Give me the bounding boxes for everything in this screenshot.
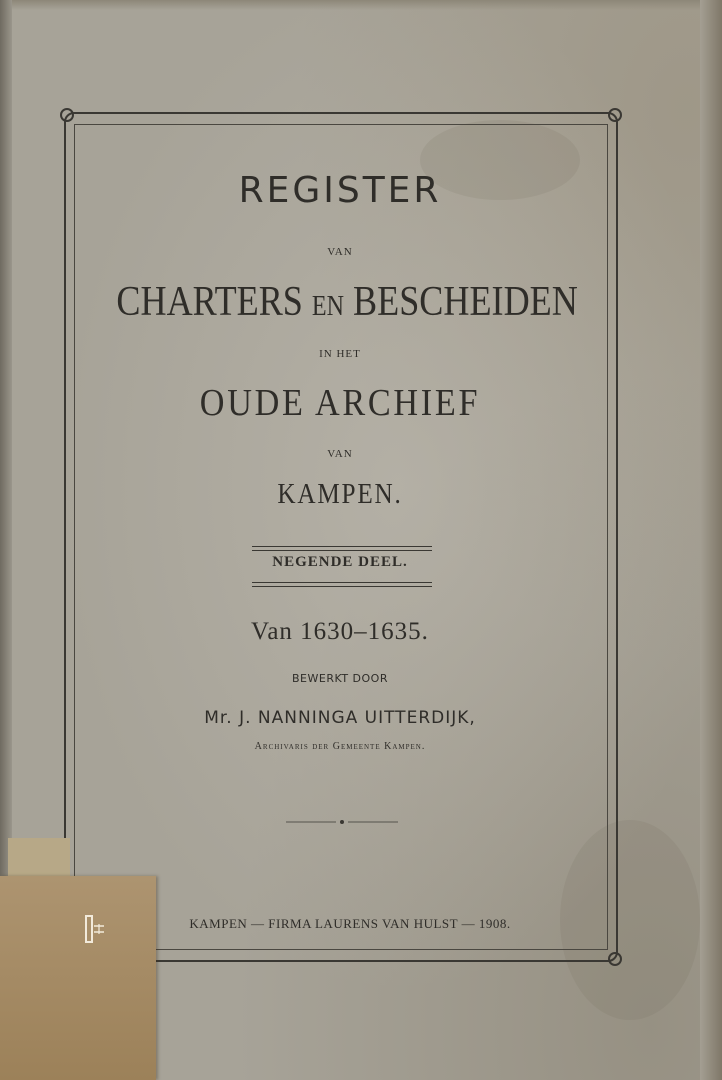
frame-corner-ornament [608,952,622,966]
title-connector-en: EN [311,291,345,322]
volume-label: NEGENDE DEEL. [272,554,408,570]
library-sticker [0,876,156,1080]
divider-rule [252,586,432,587]
title-charters-word: CHARTERS [116,279,303,325]
cover-right-edge [700,0,722,1080]
library-stamp-icon [84,914,106,944]
title-oude-archief: OUDE ARCHIEF [199,382,481,424]
connector-in-het: IN HET [319,348,361,360]
ornament-rule [282,817,402,827]
frame-corner-ornament [60,108,74,122]
title-kampen: KAMPEN. [277,479,403,510]
connector-van: VAN [327,448,353,460]
title-charters-en-bescheiden [116,278,578,326]
connector-van: VAN [327,246,353,258]
title-register: REGISTER [238,170,442,211]
publisher-imprint: KAMPEN — FIRMA LAURENS VAN HULST — 1908. [189,916,511,931]
library-label-tab [8,838,70,878]
author-name: Mr. J. NANNINGA UITTERDIJK, [204,708,476,728]
author-role [80,741,600,752]
cover-top-edge [0,0,722,10]
divider-rule [252,582,432,583]
frame-corner-ornament [608,108,622,122]
divider-rule [252,546,432,547]
title-bescheiden-word: BESCHEIDEN [353,279,578,325]
period-label: Van 1630–1635. [251,618,429,645]
divider-rule [252,550,432,551]
edited-by-label: BEWERKT DOOR [292,672,388,685]
author-role-text: Archivaris der Gemeente Kampen. [254,741,426,752]
